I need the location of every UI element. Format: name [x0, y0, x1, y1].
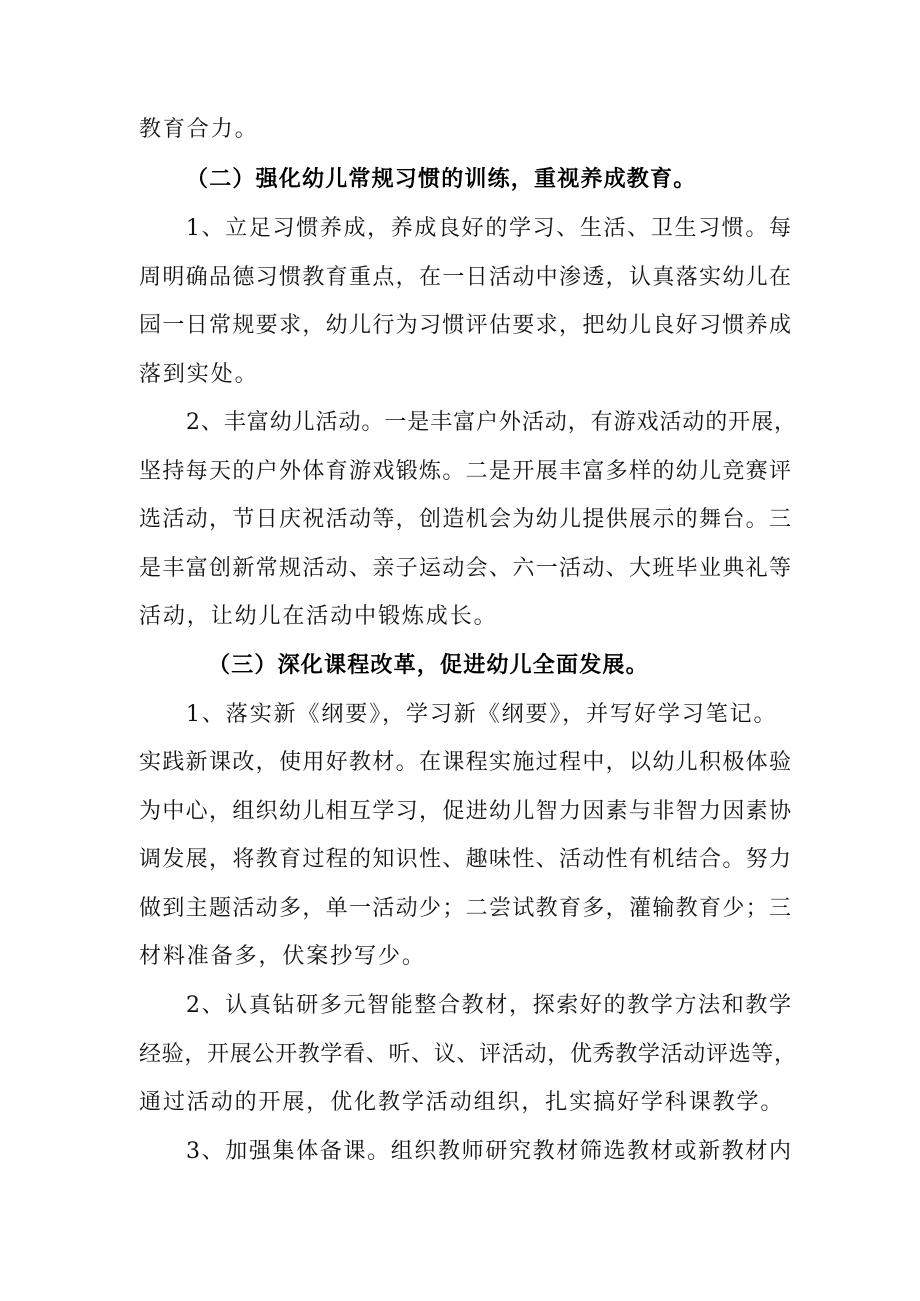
- section-heading: （二）强化幼儿常规习惯的训练，重视养成教育。: [186, 167, 697, 192]
- text-line: 2、认真钻研多元智能整合教材，探索好的教学方法和教学: [186, 993, 791, 1018]
- text-line: 材料准备多，伏案抄写少。: [139, 944, 426, 969]
- text-line: 坚持每天的户外体育游戏锻炼。二是开展丰富多样的幼儿竞赛评: [139, 459, 791, 484]
- text-line: 为中心，组织幼儿相互学习，促进幼儿智力因素与非智力因素协: [139, 799, 791, 824]
- text-line: 是丰富创新常规活动、亲子运动会、六一活动、大班毕业典礼等: [139, 556, 791, 581]
- text-line: 落到实处。: [139, 362, 259, 387]
- text-line: 实践新课改，使用好教材。在课程实施过程中，以幼儿积极体验: [139, 750, 791, 775]
- text-line: 3、加强集体备课。组织教师研究教材筛选教材或新教材内: [186, 1139, 791, 1164]
- text-line: 2、丰富幼儿活动。一是丰富户外活动，有游戏活动的开展，: [186, 410, 796, 435]
- text-line: 经验，开展公开教学看、听、议、评活动，优秀教学活动评选等，: [139, 1042, 796, 1067]
- text-line: 调发展，将教育过程的知识性、趣味性、活动性有机结合。努力: [139, 847, 791, 872]
- text-line: 园一日常规要求，幼儿行为习惯评估要求，把幼儿良好习惯养成: [139, 313, 791, 338]
- text-line: 做到主题活动多，单一活动少；二尝试教育多，灌输教育少；三: [139, 896, 791, 921]
- text-line: 活动，让幼儿在活动中锻炼成长。: [139, 604, 498, 629]
- text-line: 1、立足习惯养成，养成良好的学习、生活、卫生习惯。每: [186, 216, 791, 241]
- text-line: 选活动，节日庆祝活动等，创造机会为幼儿提供展示的舞台。三: [139, 507, 791, 532]
- text-line: 教育合力。: [139, 117, 259, 142]
- text-line: 1、落实新《纲要》，学习新《纲要》，并写好学习笔记。: [186, 702, 778, 727]
- text-line: 通过活动的开展，优化教学活动组织，扎实搞好学科课教学。: [139, 1090, 785, 1115]
- text-line: 周明确品德习惯教育重点，在一日活动中渗透，认真落实幼儿在: [139, 265, 791, 290]
- section-heading: （三）深化课程改革，促进幼儿全面发展。: [208, 653, 649, 678]
